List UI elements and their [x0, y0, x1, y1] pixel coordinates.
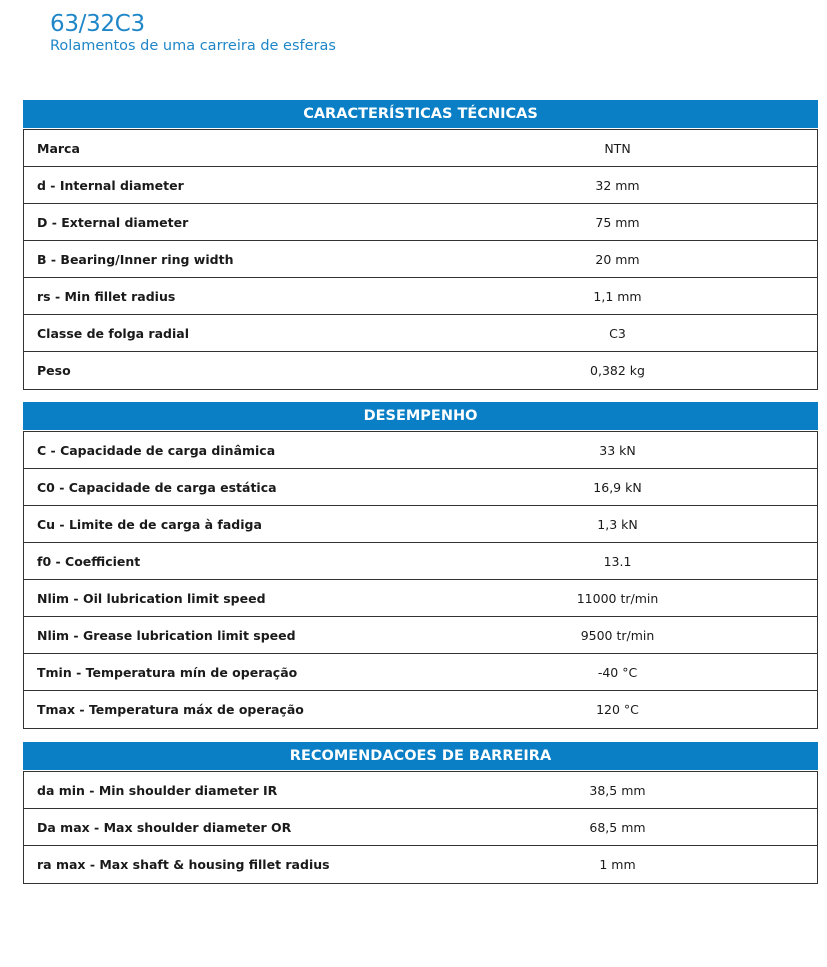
section-title: DESEMPENHO — [23, 402, 818, 430]
table-row — [24, 432, 817, 469]
row-value: 16,9 kN — [593, 479, 642, 495]
row-label: Da max - Max shoulder diameter OR — [37, 819, 292, 835]
section-performance — [23, 402, 818, 729]
table-row — [24, 654, 817, 691]
row-value: 1,3 kN — [597, 516, 638, 532]
row-label: da min - Min shoulder diameter IR — [37, 782, 278, 798]
section-technical-characteristics — [23, 100, 818, 390]
row-label: D - External diameter — [37, 214, 189, 230]
row-value: 0,382 kg — [590, 363, 645, 378]
row-value: 120 °C — [596, 702, 639, 717]
row-label: d - Internal diameter — [37, 177, 184, 193]
product-subtitle: Rolamentos de uma carreira de esferas — [50, 38, 336, 54]
spec-table — [23, 771, 818, 884]
table-row — [24, 278, 817, 315]
product-code: 63/32C3 — [50, 11, 145, 37]
row-value: C3 — [609, 325, 626, 341]
row-label: C0 - Capacidade de carga estática — [37, 479, 277, 495]
row-value: 13.1 — [603, 553, 632, 569]
table-row — [24, 617, 817, 654]
row-label: C - Capacidade de carga dinâmica — [37, 442, 276, 458]
spec-table — [23, 129, 818, 390]
row-label: Cu - Limite de de carga à fadiga — [37, 516, 262, 532]
row-label: ra max - Max shaft & housing fillet radius — [37, 857, 330, 872]
table-row — [24, 506, 817, 543]
row-label: Nlim - Oil lubrication limit speed — [37, 590, 266, 606]
table-row — [24, 469, 817, 506]
table-row — [24, 352, 817, 390]
table-row — [24, 580, 817, 617]
row-label: Peso — [37, 363, 71, 378]
section-title: RECOMENDACOES DE BARREIRA — [23, 742, 818, 770]
table-row — [24, 846, 817, 884]
row-label: f0 - Coefficient — [37, 553, 141, 569]
table-row — [24, 167, 817, 204]
product-header — [50, 10, 336, 55]
row-label: Nlim - Grease lubrication limit speed — [37, 627, 296, 643]
row-label: Tmin - Temperatura mín de operação — [37, 664, 298, 680]
row-value: 20 mm — [595, 251, 640, 267]
row-value: 9500 tr/min — [580, 627, 655, 643]
table-row — [24, 204, 817, 241]
spec-table — [23, 431, 818, 729]
table-row — [24, 130, 817, 167]
row-label: Classe de folga radial — [37, 325, 189, 341]
row-label: Marca — [37, 140, 80, 156]
row-value: 32 mm — [595, 177, 640, 193]
row-value: 11000 tr/min — [576, 590, 659, 606]
row-value: -40 °C — [597, 664, 638, 680]
table-row — [24, 543, 817, 580]
row-value: NTN — [604, 140, 631, 156]
table-row — [24, 809, 817, 846]
row-value: 33 kN — [599, 442, 636, 458]
row-value: 38,5 mm — [589, 782, 646, 798]
table-row — [24, 772, 817, 809]
row-value: 1 mm — [599, 857, 636, 872]
row-label: Tmax - Temperatura máx de operação — [37, 702, 304, 717]
table-row — [24, 691, 817, 729]
table-row — [24, 315, 817, 352]
row-value: 68,5 mm — [589, 819, 646, 835]
row-value: 75 mm — [595, 214, 640, 230]
section-barrier-recommendations — [23, 742, 818, 884]
table-row — [24, 241, 817, 278]
section-title: CARACTERÍSTICAS TÉCNICAS — [23, 100, 818, 128]
row-label: B - Bearing/Inner ring width — [37, 251, 234, 267]
row-value: 1,1 mm — [593, 288, 642, 304]
row-label: rs - Min fillet radius — [37, 288, 176, 304]
